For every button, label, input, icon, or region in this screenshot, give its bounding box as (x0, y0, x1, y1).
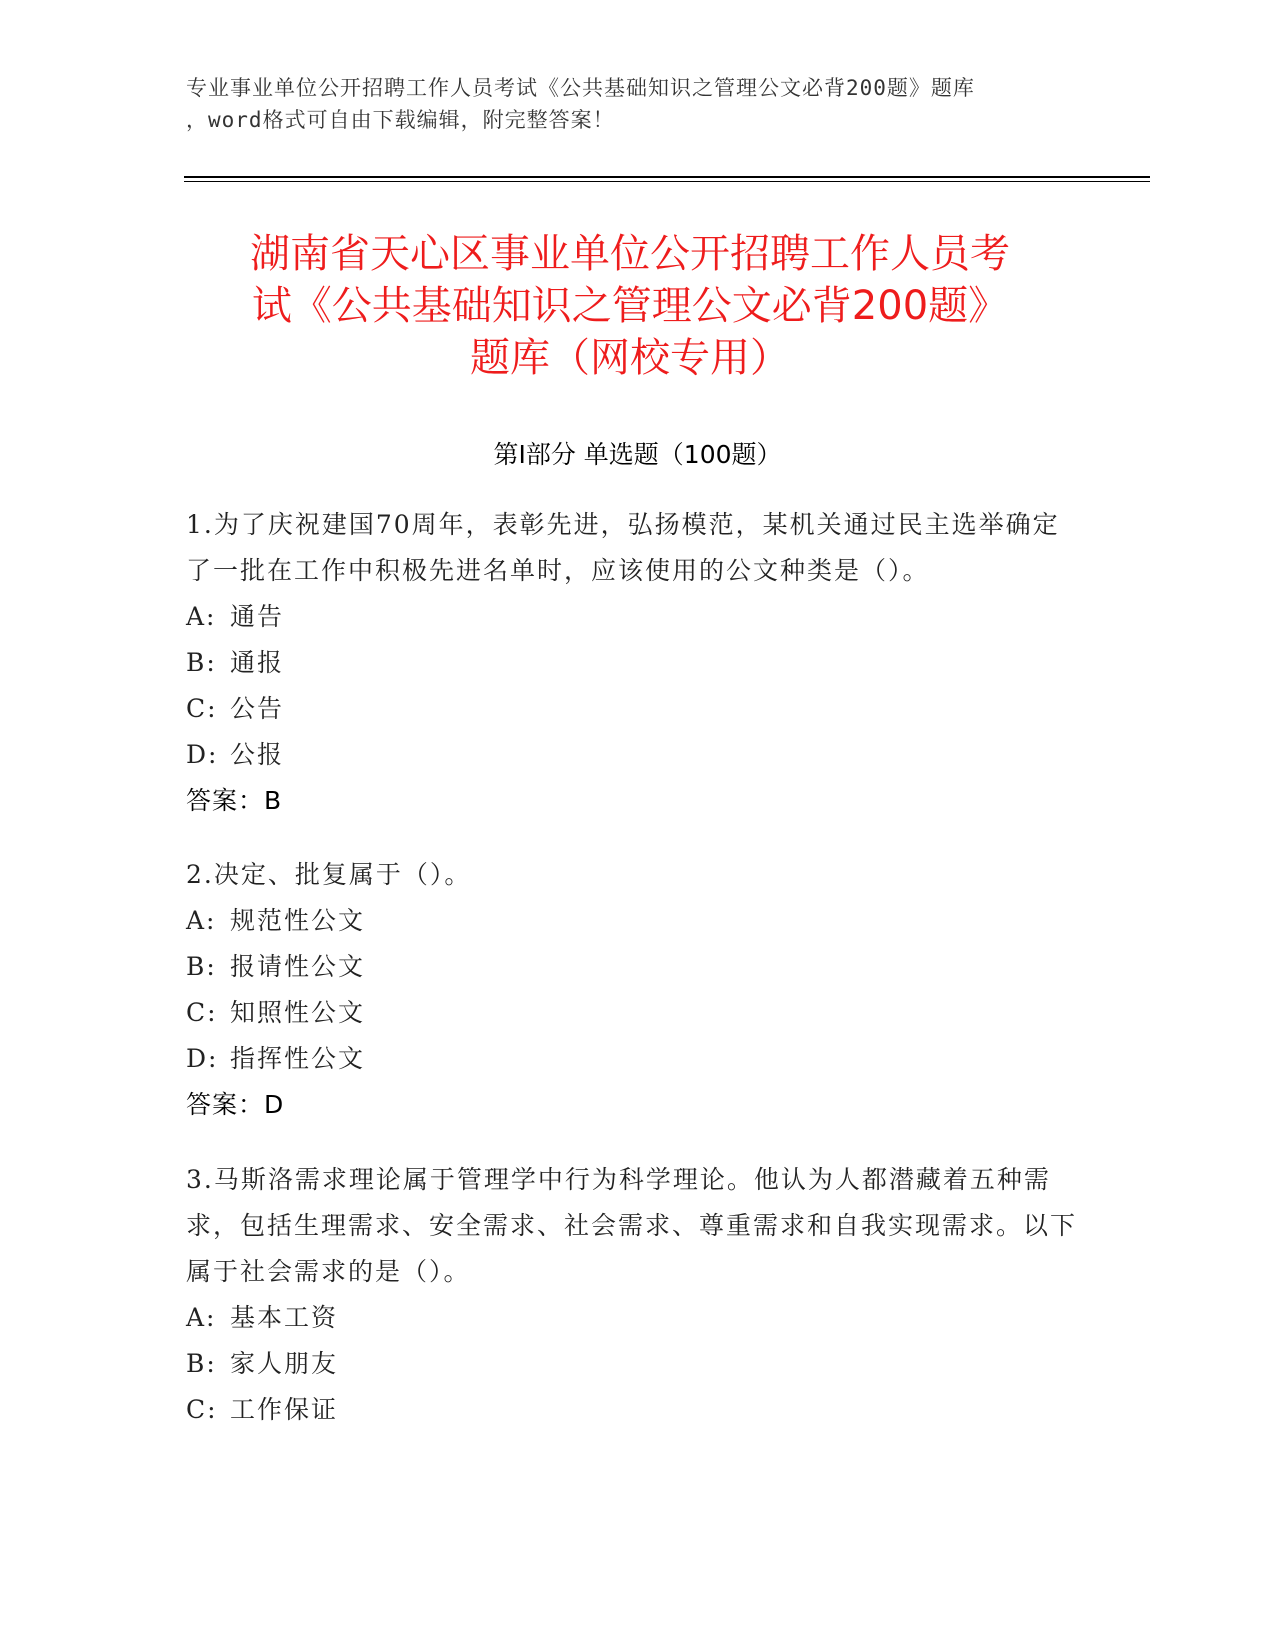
option-key: B: (186, 648, 217, 677)
header-divider-thin (184, 181, 1150, 182)
option-key: D: (186, 740, 219, 769)
option-key: B: (186, 1349, 217, 1378)
option-text: 工作保证 (230, 1395, 339, 1424)
option-text: 指挥性公文 (230, 1044, 366, 1073)
header-divider-thick (184, 176, 1150, 178)
section-title: 第Ⅰ部分 单选题（100题） (493, 440, 782, 469)
option-text: 报请性公文 (230, 952, 366, 981)
option-text: 公报 (230, 740, 285, 769)
answer-line: 答案：D (186, 1090, 285, 1119)
title-line-1: 湖南省天心区事业单位公开招聘工作人员考 (250, 231, 1010, 277)
title-line-2: 试《公共基础知识之管理公文必背200题》 (251, 283, 1009, 329)
option-text: 基本工资 (230, 1303, 339, 1332)
option-text: 知照性公文 (230, 998, 366, 1027)
option-key: A: (186, 1303, 217, 1332)
answer-line: 答案：B (186, 786, 283, 815)
question-stem: 3.马斯洛需求理论属于管理学中行为科学理论。他认为人都潜藏着五种需求，包括生理需求、安全需求、社会需求、尊重需求和自我实现需求。以下属于社会需求的是（）。 (186, 1165, 1078, 1286)
document-title (180, 228, 1080, 384)
question-stem: 1.为了庆祝建国70周年，表彰先进，弘扬模范，某机关通过民主选举确定了一批在工作中积极先进名单时，应该使用的公文种类是（）。 (186, 510, 1060, 585)
option-text: 家人朋友 (230, 1349, 339, 1378)
option-b (186, 640, 1086, 686)
option-key: A: (186, 906, 217, 935)
question-2 (186, 852, 1086, 1128)
option-b (186, 944, 1086, 990)
option-text: 通报 (230, 648, 285, 677)
question-stem: 2.决定、批复属于（）。 (186, 860, 472, 889)
option-key: D: (186, 1044, 219, 1073)
header-line-2: ，word格式可自由下载编辑，附完整答案！ (186, 108, 615, 132)
header-line-1: 专业事业单位公开招聘工作人员考试《公共基础知识之管理公文必背200题》题库 (186, 76, 975, 100)
question-1 (186, 502, 1086, 824)
option-key: A: (186, 602, 217, 631)
option-a (186, 898, 1086, 944)
option-a (186, 1295, 1086, 1341)
option-c (186, 1387, 1086, 1433)
option-text: 通告 (230, 602, 285, 631)
option-key: C: (186, 998, 218, 1027)
option-b (186, 1341, 1086, 1387)
option-a (186, 594, 1086, 640)
option-c (186, 686, 1086, 732)
option-key: B: (186, 952, 217, 981)
option-c (186, 990, 1086, 1036)
option-text: 规范性公文 (230, 906, 366, 935)
option-key: C: (186, 694, 218, 723)
title-line-3: 题库（网校专用） (470, 335, 790, 381)
option-key: C: (186, 1395, 218, 1424)
document-header (186, 72, 1086, 136)
option-d (186, 732, 1086, 778)
option-text: 公告 (230, 694, 285, 723)
question-3 (186, 1157, 1086, 1433)
option-d (186, 1036, 1086, 1082)
